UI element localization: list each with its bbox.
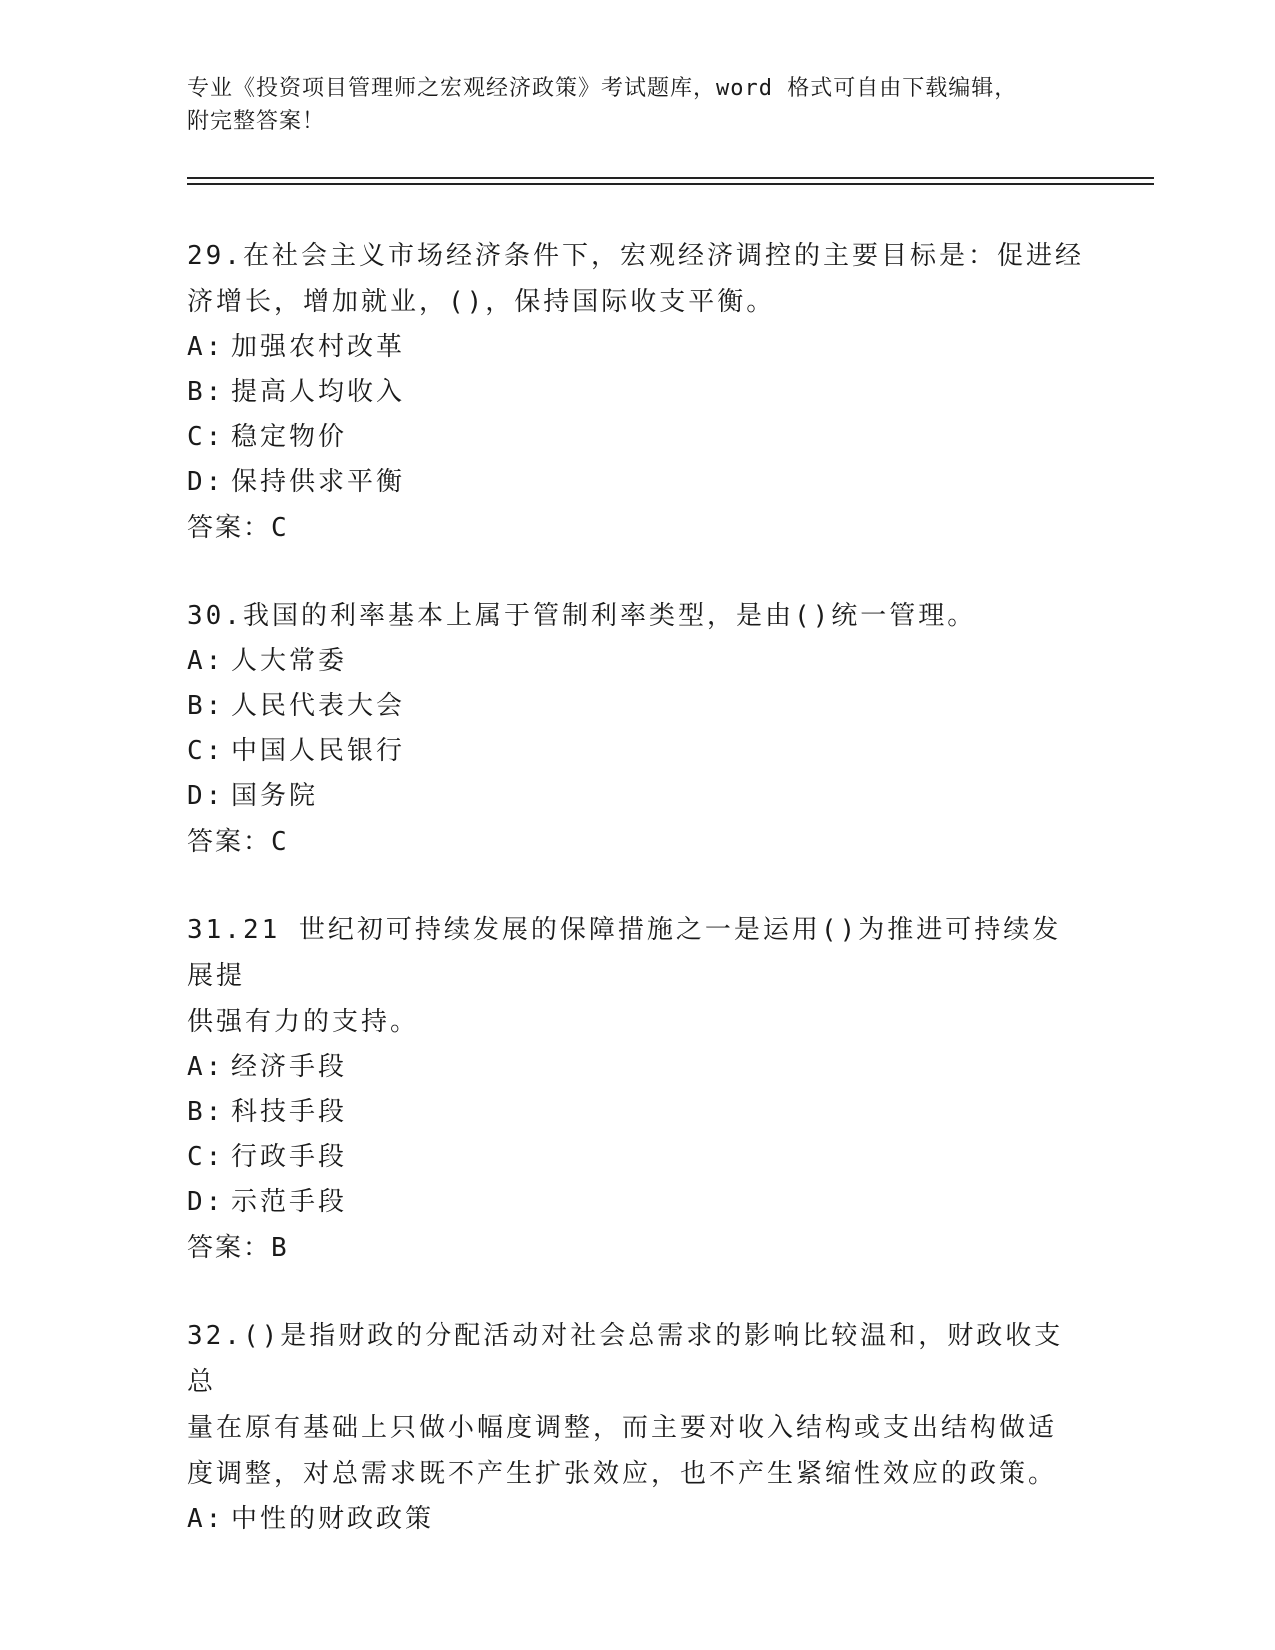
option-text: 加强农村改革: [231, 332, 406, 362]
option-letter: B:: [187, 691, 225, 721]
option-text: 稳定物价: [231, 422, 348, 452]
question-stem-line: 供强有力的支持。: [187, 1007, 420, 1037]
question-stem-line: 29.在社会主义市场经济条件下，宏观经济调控的主要目标是：促进经: [187, 241, 1084, 271]
option-letter: A:: [187, 332, 225, 362]
question-29: [187, 233, 1087, 551]
option-text: 保持供求平衡: [231, 467, 406, 497]
option-b: [187, 1090, 1087, 1135]
option-a: [187, 1045, 1087, 1090]
option-letter: C:: [187, 422, 225, 452]
option-d: [187, 1180, 1087, 1225]
option-letter: B:: [187, 1097, 225, 1127]
option-c: [187, 1135, 1087, 1180]
option-letter: D:: [187, 781, 225, 811]
option-b: [187, 370, 1087, 415]
option-text: 人民代表大会: [231, 691, 406, 721]
option-letter: D:: [187, 467, 225, 497]
option-d: [187, 460, 1087, 505]
question-32: [187, 1313, 1087, 1542]
question-stem-line: 32.()是指财政的分配活动对社会总需求的影响比较温和，财政收支总: [187, 1321, 1064, 1397]
question-list: [187, 233, 1087, 1584]
question-stem-line: 30.我国的利率基本上属于管制利率类型，是由()统一管理。: [187, 601, 977, 631]
option-letter: A:: [187, 1052, 225, 1082]
option-a: [187, 1497, 1087, 1542]
answer-line: 答案：B: [187, 1233, 289, 1263]
question-stem-line: 31.21 世纪初可持续发展的保障措施之一是运用()为推进可持续发展提: [187, 915, 1062, 991]
option-text: 经济手段: [231, 1052, 348, 1082]
header-divider-bottom: [187, 183, 1154, 185]
answer-line: 答案：C: [187, 513, 289, 543]
option-c: [187, 729, 1087, 774]
option-d: [187, 774, 1087, 819]
option-letter: A:: [187, 1504, 225, 1534]
option-text: 国务院: [231, 781, 319, 811]
option-letter: A:: [187, 646, 225, 676]
option-text: 科技手段: [231, 1097, 348, 1127]
question-30: [187, 593, 1087, 865]
option-c: [187, 415, 1087, 460]
header-intro-line-1: 专业《投资项目管理师之宏观经济政策》考试题库，word 格式可自由下载编辑，: [187, 76, 1018, 101]
option-a: [187, 639, 1087, 684]
option-text: 示范手段: [231, 1187, 348, 1217]
question-stem-line: 量在原有基础上只做小幅度调整，而主要对收入结构或支出结构做适: [187, 1413, 1058, 1443]
option-text: 中性的财政政策: [231, 1504, 435, 1534]
option-text: 提高人均收入: [231, 377, 406, 407]
document-header: [187, 72, 1087, 138]
header-intro-line-2: 附完整答案！: [187, 109, 326, 134]
option-text: 中国人民银行: [231, 736, 406, 766]
option-letter: D:: [187, 1187, 225, 1217]
option-a: [187, 325, 1087, 370]
option-text: 行政手段: [231, 1142, 348, 1172]
option-text: 人大常委: [231, 646, 348, 676]
option-letter: B:: [187, 377, 225, 407]
option-b: [187, 684, 1087, 729]
answer-line: 答案：C: [187, 827, 289, 857]
question-stem-line: 济增长，增加就业，()，保持国际收支平衡。: [187, 287, 776, 317]
option-letter: C:: [187, 1142, 225, 1172]
question-31: [187, 907, 1087, 1271]
header-divider-top: [187, 177, 1154, 179]
question-stem-line: 度调整，对总需求既不产生扩张效应，也不产生紧缩性效应的政策。: [187, 1459, 1058, 1489]
option-letter: C:: [187, 736, 225, 766]
